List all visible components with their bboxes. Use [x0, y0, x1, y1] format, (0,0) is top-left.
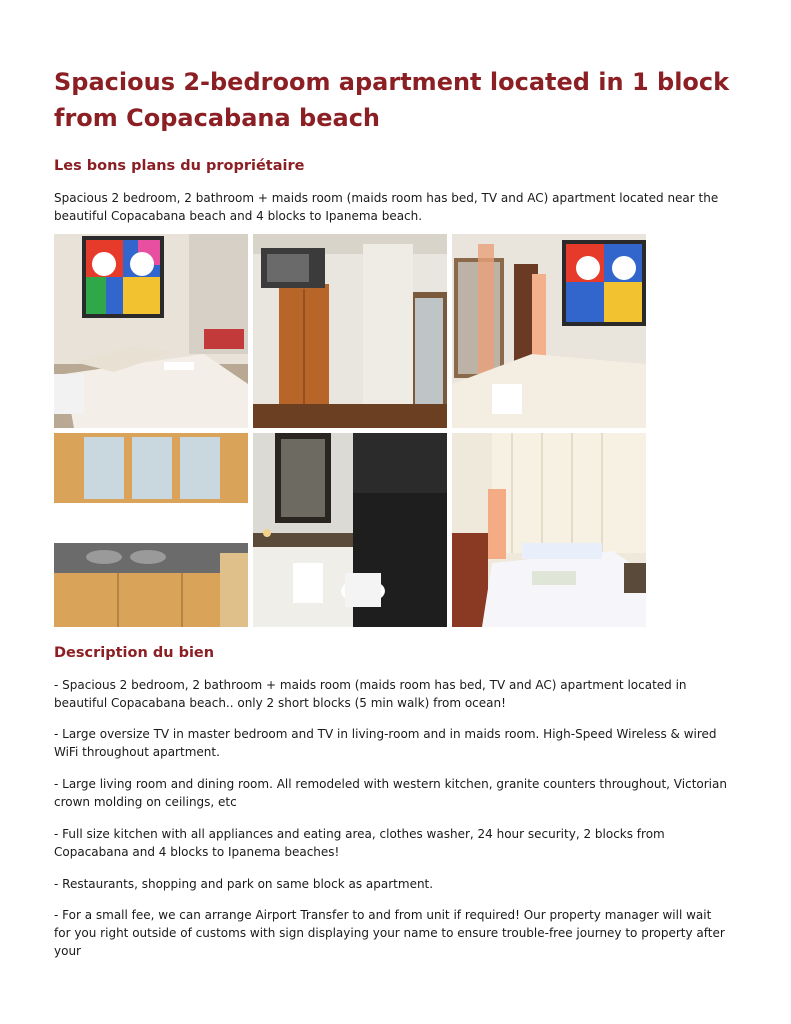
- description-heading: Description du bien: [54, 645, 215, 661]
- description-paragraph-4: - Full size kitchen with all appliances and eating area, clothes washer, 24 hour security, 2 blocks from Copacabana and 4 blocks to Ipanema beaches!: [54, 827, 665, 859]
- description-paragraph-1: - Spacious 2 bedroom, 2 bathroom + maids room (maids room has bed, TV and AC) apartment located in beautiful Copacabana beach.. only 2 short blocks (5 min walk) from ocean!: [54, 678, 687, 710]
- photo-maids-room: [452, 433, 646, 627]
- owner-tips-text: Spacious 2 bedroom, 2 bathroom + maids room (maids room has bed, TV and AC) apartment located near the beautiful Copacabana beach and 4 blocks to Ipanema beach.: [54, 191, 719, 223]
- page-title: Spacious 2-bedroom apartment located in 1 block from Copacabana beach: [54, 68, 730, 132]
- photo-bedroom-mirror: [452, 234, 646, 428]
- description-paragraph-3: - Large living room and dining room. All remodeled with western kitchen, granite counters throughout, Victorian crown molding on ceilings, etc: [54, 777, 727, 809]
- owner-tips-heading: Les bons plans du propriétaire: [54, 158, 305, 174]
- photo-gallery: [54, 234, 646, 627]
- photo-bedroom-painting: [54, 234, 248, 428]
- photo-wardrobe-tv: [253, 234, 447, 428]
- photo-kitchen: [54, 433, 248, 627]
- description-paragraph-2: - Large oversize TV in master bedroom and TV in living-room and in maids room. High-Speed Wireless & wired WiFi throughout apartment.: [54, 727, 717, 759]
- description-paragraph-6: - For a small fee, we can arrange Airport Transfer to and from unit if required! Our property manager will wait for you right outside of customs with sign displaying your name to ensure trouble-free journey to property after your: [54, 908, 725, 958]
- photo-bathroom: [253, 433, 447, 627]
- description-paragraph-5: - Restaurants, shopping and park on same block as apartment.: [54, 877, 434, 891]
